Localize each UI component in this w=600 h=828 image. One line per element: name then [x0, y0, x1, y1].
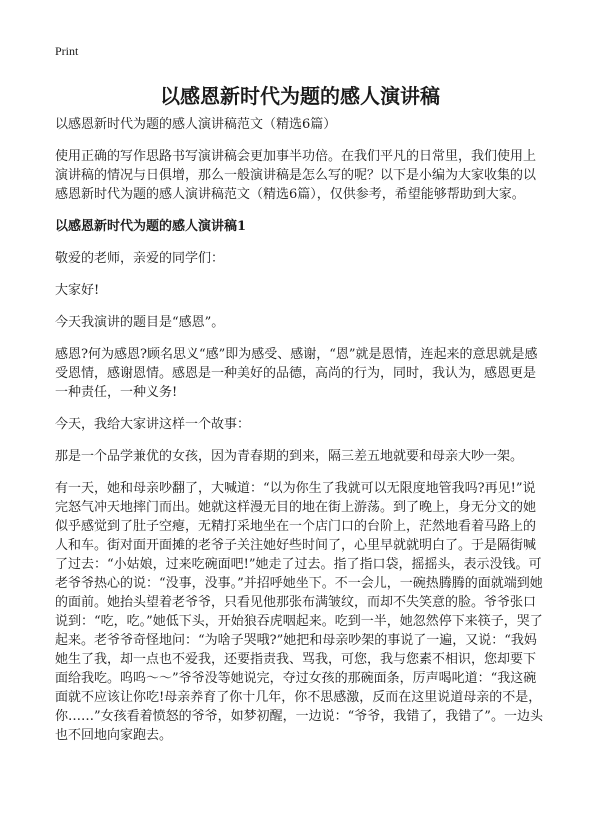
section-heading: 以感恩新时代为题的感人演讲稿1 — [55, 219, 247, 234]
intro-paragraph: 使用正确的写作思路书写演讲稿会更加事半功倍。在我们平凡的日常里，我们使用上演讲稿的情况与日俱增，那么一般演讲稿是怎么写的呢？以下是小编为大家收集的以感恩新时代为题的感人演讲稿范文（精选6篇），仅供参考，希望能够帮助到大家。 — [55, 149, 537, 202]
article-body — [55, 115, 545, 758]
body-paragraph: 今天，我给大家讲这样一个故事： — [55, 417, 251, 432]
article-subtitle: 以感恩新时代为题的感人演讲稿范文（精选6篇） — [55, 117, 337, 132]
greeting-paragraph: 敬爱的老师，亲爱的同学们： — [55, 251, 225, 266]
story-paragraph: 有一天，她和母亲吵翻了，大喊道：“以为你生了我就可以无限度地管我吗?再见!”说完怒气冲天地摔门而出。她就这样漫无目的地在街上游荡。到了晚上，身无分文的她似乎感觉到了肚子空瘪，无精打采地坐在一个店门口的台阶上，茫然地看着马路上的人和车。街对面开面摊的老爷子关注她好些时间了，心里早就就明白了。于是隔街喊了过去：“小姑娘，过来吃碗面吧!”她走了过去。指了指口袋，摇摇头，表示没钱。可老爷爷热心的说：“没事，没事。”并招呼她坐下。不一会儿，一碗热腾腾的面就端到她的面前。她抬头望着老爷爷，只看见他那张布满皱纹，而却不失笑意的脸。爷爷张口说到：“吃，吃。”她低下头，开始狼吞虎咽起来。吃到一半，她忽然停下来筷子，哭了起来。老爷爷奇怪地问：“为啥子哭哦?”她把和母亲吵架的事说了一遍，又说：“我妈她生了我，却一点也不爱我，还要指责我、骂我，可您，我与您素不相识，您却要下面给我吃。呜呜～～”爷爷没等她说完，夺过女孩的那碗面条，厉声喝叱道：“我这碗面就不应该让你吃!母亲养育了你十几年，你不思感激，反而在这里说道母亲的不是，你……”女孩看着愤怒的爷爷，如梦初醒，一边说：“爷爷，我错了，我错了”。一边头也不回地向家跑去。 — [55, 481, 543, 743]
salutation-paragraph: 大家好! — [55, 283, 100, 298]
body-paragraph: 感恩?何为感恩?顾名思义“感”即为感受、感谢，“恩”就是恩情，连起来的意思就是感受恩情，感谢恩情。感恩是一种美好的品德，高尚的行为，同时，我认为，感恩更是一种责任，一种义务! — [55, 347, 538, 400]
topic-paragraph: 今天我演讲的题目是“感恩”。 — [55, 315, 225, 330]
page-title: 以感恩新时代为题的感人演讲稿 — [160, 84, 440, 108]
body-paragraph: 那是一个品学兼优的女孩，因为青春期的到来，隔三差五地就要和母亲大吵一架。 — [55, 449, 524, 464]
print-link[interactable]: Print — [55, 44, 79, 58]
